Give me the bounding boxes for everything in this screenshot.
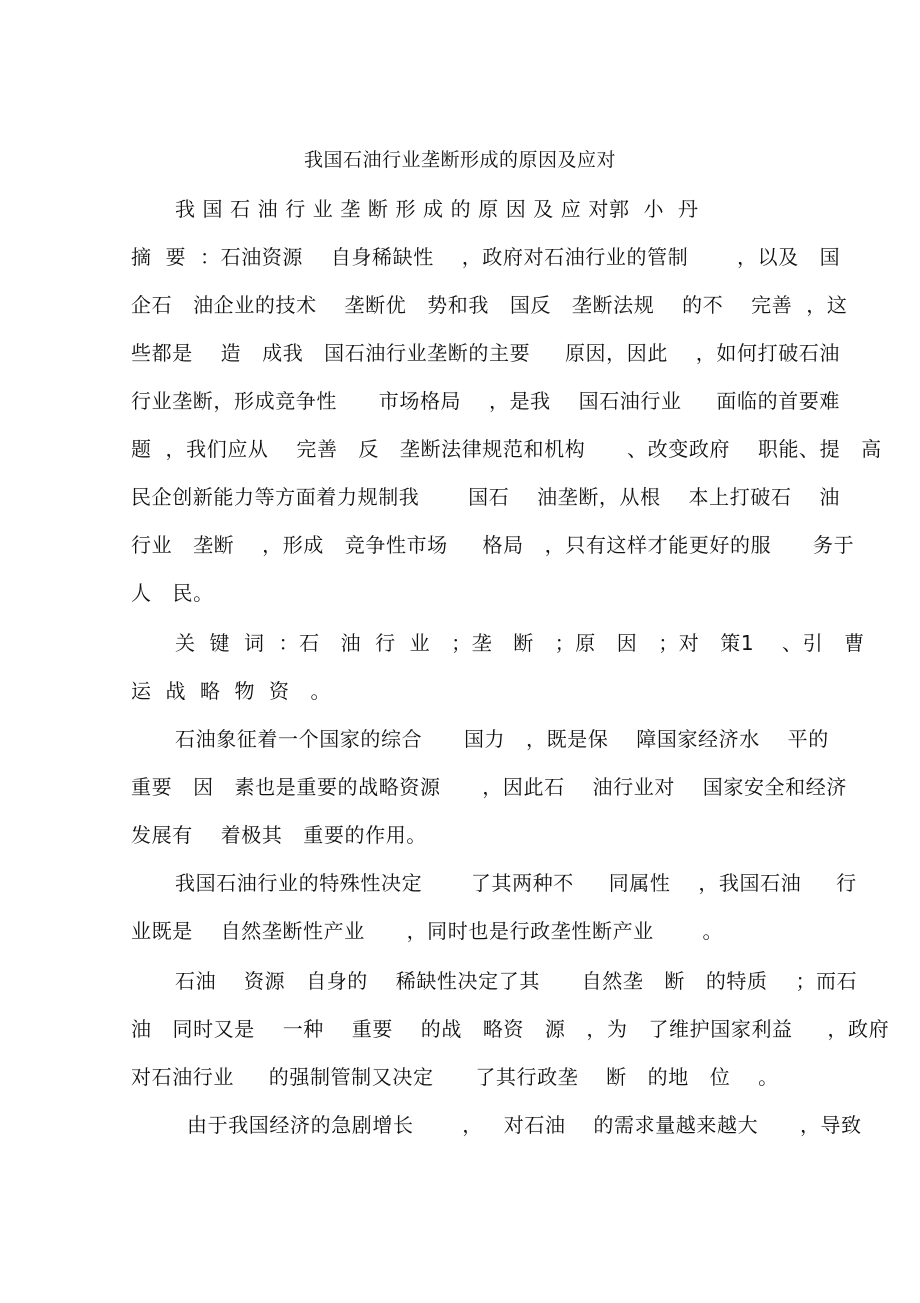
paragraph-line: 企石 油企业的技术 垄断优 势和我 国反 垄断法规 的不 完善 ，这	[131, 293, 848, 317]
paragraph-line: 人 民。	[131, 581, 214, 605]
paragraph-line: 石油象征着一个国家的综合 国力 ，既是保 障国家经济水 平的	[175, 727, 829, 751]
paragraph-line: 重要 因 素也是重要的战略资源 ，因此石 油行业对 国家安全和经济	[131, 775, 847, 799]
paragraph-line: 题 ，我们应从 完善 反 垄断法律规范和机构 、改变政府 职能、提 高	[131, 437, 882, 461]
paragraph-line: 发展有 着极其 重要的作用。	[131, 823, 427, 847]
document-title: 我国石油行业垄断形成的原因及应对	[303, 149, 616, 171]
paragraph-line: 行业垄断，形成竞争性 市场格局 ，是我 国石油行业 面临的首要难	[131, 389, 840, 413]
paragraph-line: 些都是 造 成我 国石油行业垄断的主要 原因，因此 ，如何打破石油	[131, 341, 840, 365]
paragraph-line: 摘 要 ：石油资源 自身稀缺性 ，政府对石油行业的管制 ，以及 国	[131, 245, 841, 269]
paragraph-line: 对石油行业 的强制管制又决定 了其行政垄 断 的地 位 。	[131, 1065, 779, 1089]
keywords-line: 运 战 略 物 资 。	[131, 679, 332, 703]
paragraph-line: 行业 垄断 ，形成 竞争性市场 格局 ，只有这样才能更好的服 务于	[131, 533, 855, 557]
paragraph-line: 业既是 自然垄断性产业 ，同时也是行政垄性断产业 。	[131, 919, 724, 943]
paragraph-line: 油 同时又是 一种 重要 的战 略资 源 ，为 了维护国家利益 ，政府	[131, 1017, 890, 1041]
paragraph-line: 我国石油行业的特殊性决定 了其两种不 同属性 ，我国石油 行	[175, 871, 857, 895]
keywords-line: 关 键 词 ：石 油 行 业 ；垄 断 ；原 因 ；对 策1 、引 曹	[175, 631, 865, 655]
paragraph-line: 石油 资源 自身的 稀缺性决定了其 自然垄 断 的特质 ；而石	[175, 969, 858, 993]
paragraph-line: 民企创新能力等方面着力规制我 国石 油垄断，从根 本上打破石 油	[131, 485, 840, 509]
paragraph-line: 由于我国经济的急剧增长 ， 对石油 的需求量越来越大 ，导致	[187, 1113, 862, 1137]
paragraph-line: 我 国 石 油 行 业 垄 断 形 成 的 原 因 及 应 对郭 小 丹	[175, 197, 699, 221]
